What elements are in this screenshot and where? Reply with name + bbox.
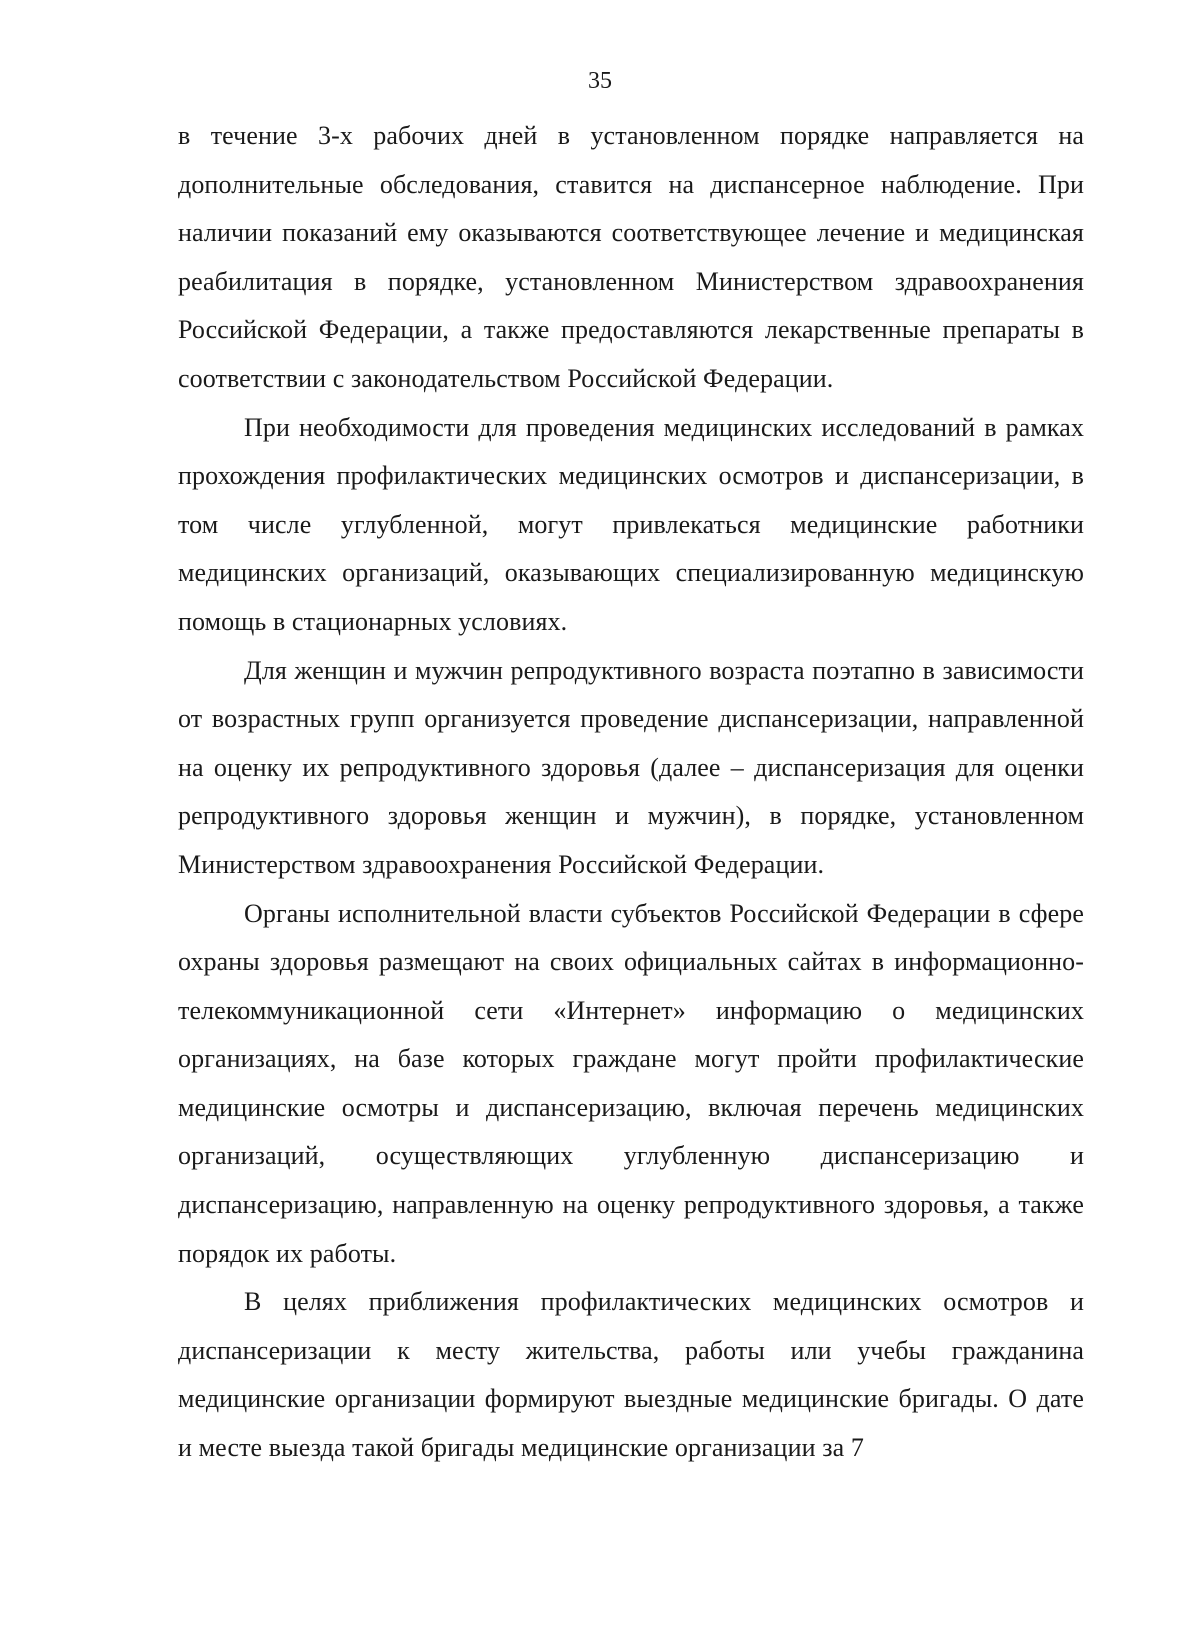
- paragraph-reproductive-health: Для женщин и мужчин репродуктивного возраста поэтапно в зависимости от возрастных групп организуется проведение диспансеризации, направленной на оценку их репродуктивного здоровья (далее – диспансеризация для оценки репродуктивного здоровья женщин и мужчин), в порядке, установленном Министерством здравоохранения Российской Федерации.: [178, 655, 1084, 879]
- paragraph-medical-workers: При необходимости для проведения медицинских исследований в рамках прохождения профилактических медицинских осмотров и диспансеризации, в том числе углубленной, могут привлекаться медицинские работники медицинских организаций, оказывающих специализированную медицинскую помощь в стационарных условиях.: [178, 412, 1084, 636]
- document-body: [178, 112, 1084, 1473]
- paragraph-mobile-teams: В целях приближения профилактических медицинских осмотров и диспансеризации к месту жительства, работы или учебы гражданина медицинские организации формируют выездные медицинские бригады. О дате и месте выезда такой бригады медицинские организации за 7: [178, 1287, 1084, 1463]
- page-number: 35: [588, 68, 612, 94]
- paragraph-continuation: в течение 3-х рабочих дней в установленном порядке направляется на дополнительные обследования, ставится на диспансерное наблюдение. При наличии показаний ему оказываются соответствующее лечение и медицинская реабилитация в порядке, установленном Министерством здравоохранения Российской Федерации, а также предоставляются лекарственные препараты в соответствии с законодательством Российской Федерации.: [178, 121, 1084, 393]
- paragraph-executive-authorities: Органы исполнительной власти субъектов Российской Федерации в сфере охраны здоровья размещают на своих официальных сайтах в информационно-телекоммуникационной сети «Интернет» информацию о медицинских организациях, на базе которых граждане могут пройти профилактические медицинские осмотры и диспансеризацию, включая перечень медицинских организаций, осуществляющих углубленную диспансеризацию и диспансеризацию, направленную на оценку репродуктивного здоровья, а также порядок их работы.: [178, 898, 1084, 1268]
